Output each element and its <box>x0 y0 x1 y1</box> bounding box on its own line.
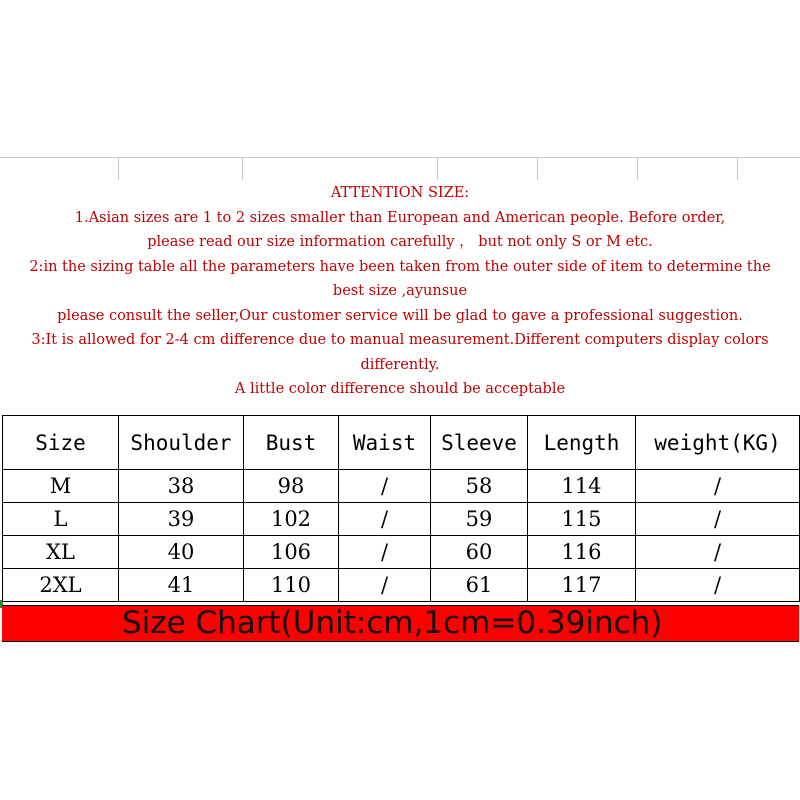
table-cell: / <box>339 470 431 503</box>
table-cell: M <box>3 470 119 503</box>
divider-tick <box>637 158 638 180</box>
attention-notice <box>0 181 800 402</box>
table-cell: 40 <box>119 536 244 569</box>
notice-line: 3:It is allowed for 2-4 cm difference due to manual measurement.Different computers display colors <box>31 332 769 348</box>
notice-line: please consult the seller,Our customer service will be glad to gave a professional suggestion. <box>57 307 743 324</box>
table-cell: 2XL <box>3 569 119 602</box>
notice-title: ATTENTION SIZE: <box>330 185 470 201</box>
table-header-row <box>3 416 800 470</box>
table-row <box>3 569 800 602</box>
table-cell: 59 <box>431 503 528 536</box>
table-row <box>3 470 800 503</box>
divider-tick <box>737 158 738 180</box>
table-cell: 41 <box>119 569 244 602</box>
table-cell: 115 <box>528 503 636 536</box>
size-chart-banner <box>2 605 799 642</box>
col-header-shoulder: Shoulder <box>119 416 244 470</box>
table-cell: / <box>339 536 431 569</box>
col-header-sleeve: Sleeve <box>431 416 528 470</box>
table-cell: XL <box>3 536 119 569</box>
table-cell: 60 <box>431 536 528 569</box>
table-cell: 116 <box>528 536 636 569</box>
table-cell: / <box>636 569 800 602</box>
table-cell: 61 <box>431 569 528 602</box>
table-cell: / <box>636 503 800 536</box>
table-cell: 39 <box>119 503 244 536</box>
table-cell: / <box>339 503 431 536</box>
divider-tick <box>242 158 243 180</box>
divider-tick <box>118 158 119 180</box>
table-cell: 38 <box>119 470 244 503</box>
table-cell: 58 <box>431 470 528 503</box>
notice-line: 1.Asian sizes are 1 to 2 sizes smaller than European and American people. Before order, <box>74 209 726 226</box>
col-header-size: Size <box>3 416 119 470</box>
table-cell: 98 <box>244 470 339 503</box>
table-cell: 117 <box>528 569 636 602</box>
divider-tick <box>537 158 538 180</box>
col-header-weight: weight(KG) <box>636 416 800 470</box>
table-row <box>3 503 800 536</box>
notice-line: please read our size information carefully ， but not only S or M etc. <box>147 234 653 250</box>
table-cell: 114 <box>528 470 636 503</box>
table-row <box>3 536 800 569</box>
table-cell: 106 <box>244 536 339 569</box>
col-header-length: Length <box>528 416 636 470</box>
table-cell: / <box>636 536 800 569</box>
table-cell: L <box>3 503 119 536</box>
col-header-bust: Bust <box>244 416 339 470</box>
table-cell: 102 <box>244 503 339 536</box>
divider-tick <box>437 158 438 180</box>
top-divider <box>0 157 800 180</box>
notice-line: A little color difference should be acceptable <box>234 381 566 397</box>
notice-line: best size ,ayunsue <box>332 283 468 299</box>
table-cell: / <box>339 569 431 602</box>
table-cell: / <box>636 470 800 503</box>
col-header-waist: Waist <box>339 416 431 470</box>
notice-line: differently. <box>360 356 440 373</box>
notice-line: 2:in the sizing table all the parameters have been taken from the outer side of item to determine the <box>29 258 771 275</box>
size-chart-label: Size Chart(Unit:cm,1cm=0.39inch) <box>122 605 663 641</box>
size-table <box>2 415 800 602</box>
table-cell: 110 <box>244 569 339 602</box>
